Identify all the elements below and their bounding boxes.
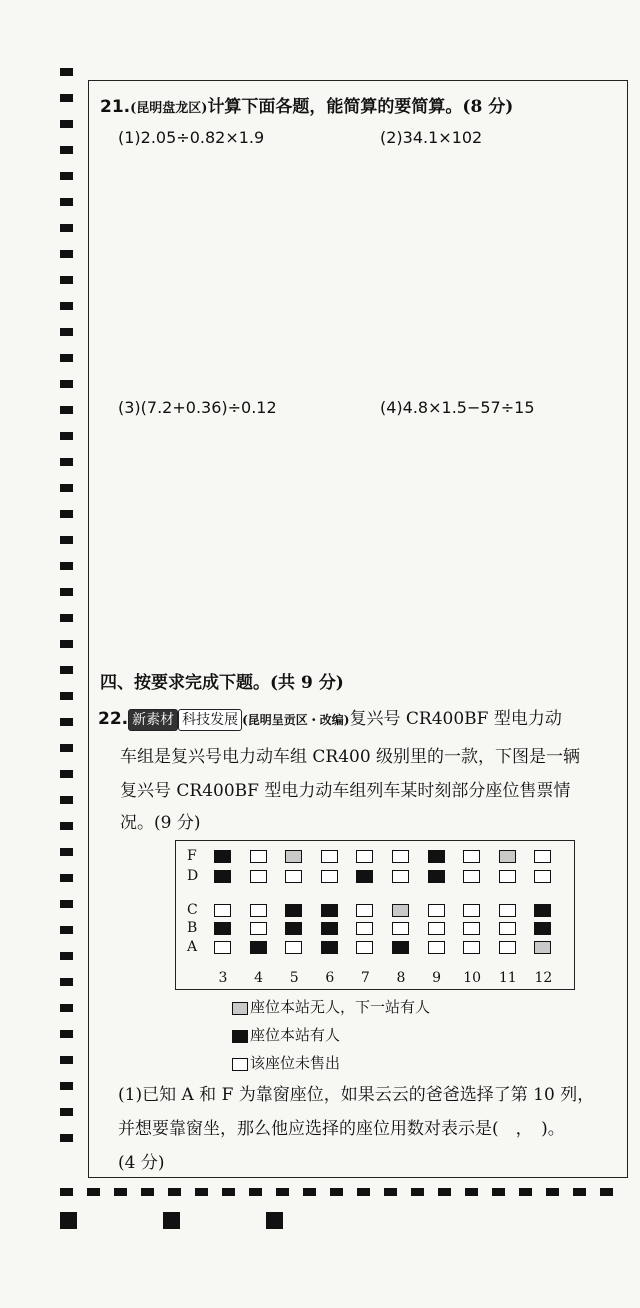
seat-C8: [392, 904, 409, 917]
registration-mark: [276, 1188, 289, 1196]
question-text: 计算下面各题，能简算的要简算。(8 分): [207, 97, 514, 117]
seat-B10: [463, 922, 480, 935]
registration-mark: [438, 1188, 451, 1196]
registration-mark: [60, 614, 73, 622]
registration-mark: [60, 1056, 73, 1064]
registration-mark: [519, 1188, 532, 1196]
question-source: (昆明盘龙区): [130, 101, 208, 116]
seat-column-label: 7: [360, 970, 370, 986]
seat-F12: [534, 850, 551, 863]
registration-mark: [60, 120, 73, 128]
registration-mark: [60, 432, 73, 440]
registration-mark: [60, 562, 73, 570]
registration-mark: [60, 1082, 73, 1090]
registration-mark: [60, 354, 73, 362]
seat-A6: [321, 941, 338, 954]
registration-mark: [60, 770, 73, 778]
registration-mark: [60, 94, 73, 102]
seat-F3: [214, 850, 231, 863]
registration-mark: [60, 406, 73, 414]
seat-C7: [356, 904, 373, 917]
registration-mark: [141, 1188, 154, 1196]
registration-mark: [114, 1188, 127, 1196]
question-text-line: 复兴号 CR400BF 型电力动车组列车某时刻部分座位售票情: [120, 781, 571, 801]
registration-mark: [60, 744, 73, 752]
registration-mark: [60, 250, 73, 258]
registration-mark: [60, 588, 73, 596]
tag-new-material: 新素材: [128, 709, 178, 731]
registration-mark: [60, 796, 73, 804]
seat-column-label: 8: [396, 970, 406, 986]
seat-F7: [356, 850, 373, 863]
q21-item-3: (3)(7.2+0.36)÷0.12: [118, 398, 277, 417]
registration-mark: [546, 1188, 559, 1196]
registration-mark: [60, 198, 73, 206]
q21-item-1: (1)2.05÷0.82×1.9: [118, 128, 265, 147]
legend-swatch: [232, 1058, 248, 1071]
seat-F9: [428, 850, 445, 863]
legend-label: 座位本站无人，下一站有人: [250, 998, 431, 1016]
seat-B5: [285, 922, 302, 935]
corner-mark: [266, 1212, 283, 1229]
seat-B9: [428, 922, 445, 935]
question-22-heading: [98, 702, 628, 737]
seat-C5: [285, 904, 302, 917]
seat-D10: [463, 870, 480, 883]
seat-B7: [356, 922, 373, 935]
registration-mark: [60, 484, 73, 492]
seat-D5: [285, 870, 302, 883]
seat-F10: [463, 850, 480, 863]
seat-F6: [321, 850, 338, 863]
registration-mark: [60, 276, 73, 284]
q21-item-4: (4)4.8×1.5−57÷15: [380, 398, 535, 417]
registration-mark: [249, 1188, 262, 1196]
seat-A4: [250, 941, 267, 954]
registration-mark: [60, 302, 73, 310]
seat-A9: [428, 941, 445, 954]
question-text-line: 车组是复兴号电力动车组 CR400 级别里的一款，下图是一辆: [120, 747, 581, 767]
seat-C10: [463, 904, 480, 917]
seat-C3: [214, 904, 231, 917]
seat-C9: [428, 904, 445, 917]
seat-column-label: 4: [254, 970, 264, 986]
seat-A11: [499, 941, 516, 954]
question-number: 22.: [98, 709, 129, 729]
seat-column-label: 5: [289, 970, 299, 986]
registration-mark: [60, 172, 73, 180]
seat-D9: [428, 870, 445, 883]
sub-question-line: 并想要靠窗坐，那么他应选择的座位用数对表示是( ， )。: [118, 1119, 565, 1139]
q21-item-2: (2)34.1×102: [380, 128, 483, 147]
seat-column-label: 11: [498, 970, 517, 986]
registration-mark: [60, 874, 73, 882]
legend-label: 座位本站有人: [250, 1026, 341, 1044]
registration-mark: [60, 900, 73, 908]
registration-mark: [168, 1188, 181, 1196]
seat-B4: [250, 922, 267, 935]
seat-A3: [214, 941, 231, 954]
seat-column-label: 6: [325, 970, 335, 986]
registration-marks-bottom: [60, 1188, 640, 1198]
seat-D4: [250, 870, 267, 883]
registration-mark: [60, 822, 73, 830]
seat-F5: [285, 850, 302, 863]
corner-mark: [163, 1212, 180, 1229]
legend-swatch: [232, 1030, 248, 1043]
registration-mark: [60, 224, 73, 232]
question-text: 复兴号 CR400BF 型电力动: [349, 709, 562, 729]
question-source: (昆明呈贡区・改编): [242, 713, 350, 727]
seat-C12: [534, 904, 551, 917]
seat-D11: [499, 870, 516, 883]
seat-B11: [499, 922, 516, 935]
registration-mark: [357, 1188, 370, 1196]
registration-mark: [384, 1188, 397, 1196]
seat-B3: [214, 922, 231, 935]
question-number: 21.: [100, 97, 131, 117]
seat-F11: [499, 850, 516, 863]
registration-mark: [60, 978, 73, 986]
registration-mark: [60, 536, 73, 544]
registration-mark: [303, 1188, 316, 1196]
seat-D6: [321, 870, 338, 883]
seat-C4: [250, 904, 267, 917]
seat-D12: [534, 870, 551, 883]
seat-row-label: C: [187, 902, 198, 918]
registration-mark: [465, 1188, 478, 1196]
registration-mark: [60, 666, 73, 674]
seat-column-label: 12: [534, 970, 553, 986]
question-text-line: 况。(9 分): [120, 813, 201, 833]
seat-column-label: 3: [218, 970, 228, 986]
seat-row-label: A: [187, 939, 198, 955]
section-title: 四、按要求完成下题。(共 9 分): [100, 673, 344, 693]
registration-mark: [60, 926, 73, 934]
seat-column-label: 10: [463, 970, 482, 986]
registration-mark: [60, 1004, 73, 1012]
registration-mark: [60, 146, 73, 154]
seat-D7: [356, 870, 373, 883]
registration-mark: [60, 640, 73, 648]
seat-F8: [392, 850, 409, 863]
registration-mark: [492, 1188, 505, 1196]
registration-mark: [60, 458, 73, 466]
corner-mark: [60, 1212, 77, 1229]
seat-D8: [392, 870, 409, 883]
seat-F4: [250, 850, 267, 863]
registration-mark: [330, 1188, 343, 1196]
registration-mark: [60, 510, 73, 518]
registration-mark: [60, 692, 73, 700]
seat-C11: [499, 904, 516, 917]
registration-mark: [411, 1188, 424, 1196]
registration-mark: [600, 1188, 613, 1196]
seat-row-label: D: [187, 868, 199, 884]
seat-A7: [356, 941, 373, 954]
registration-mark: [87, 1188, 100, 1196]
registration-mark: [60, 952, 73, 960]
legend-label: 该座位未售出: [250, 1054, 341, 1072]
tag-tech-development: 科技发展: [178, 709, 242, 731]
seat-row-label: B: [187, 920, 198, 936]
registration-mark: [60, 68, 73, 76]
registration-mark: [60, 1134, 73, 1142]
question-21-heading: [100, 92, 513, 117]
registration-mark: [60, 848, 73, 856]
seat-row-label: F: [187, 848, 197, 864]
seat-C6: [321, 904, 338, 917]
seat-A8: [392, 941, 409, 954]
registration-marks-left: [60, 68, 74, 1160]
registration-mark: [60, 328, 73, 336]
registration-mark: [573, 1188, 586, 1196]
seat-D3: [214, 870, 231, 883]
registration-mark: [60, 718, 73, 726]
registration-mark: [60, 1108, 73, 1116]
seat-A10: [463, 941, 480, 954]
sub-question-line: (4 分): [118, 1153, 165, 1173]
legend-unsold: [232, 1052, 340, 1073]
registration-mark: [60, 1030, 73, 1038]
seat-B8: [392, 922, 409, 935]
legend-occupied: [232, 1024, 340, 1045]
sub-question-line: (1)已知 A 和 F 为靠窗座位，如果云云的爸爸选择了第 10 列，: [118, 1085, 595, 1105]
legend-swatch: [232, 1002, 248, 1015]
seat-column-label: 9: [432, 970, 442, 986]
legend-next-station: [232, 996, 430, 1017]
seat-A5: [285, 941, 302, 954]
seat-B6: [321, 922, 338, 935]
seat-A12: [534, 941, 551, 954]
registration-mark: [60, 1188, 73, 1196]
registration-mark: [60, 380, 73, 388]
registration-mark: [222, 1188, 235, 1196]
seat-B12: [534, 922, 551, 935]
registration-mark: [195, 1188, 208, 1196]
